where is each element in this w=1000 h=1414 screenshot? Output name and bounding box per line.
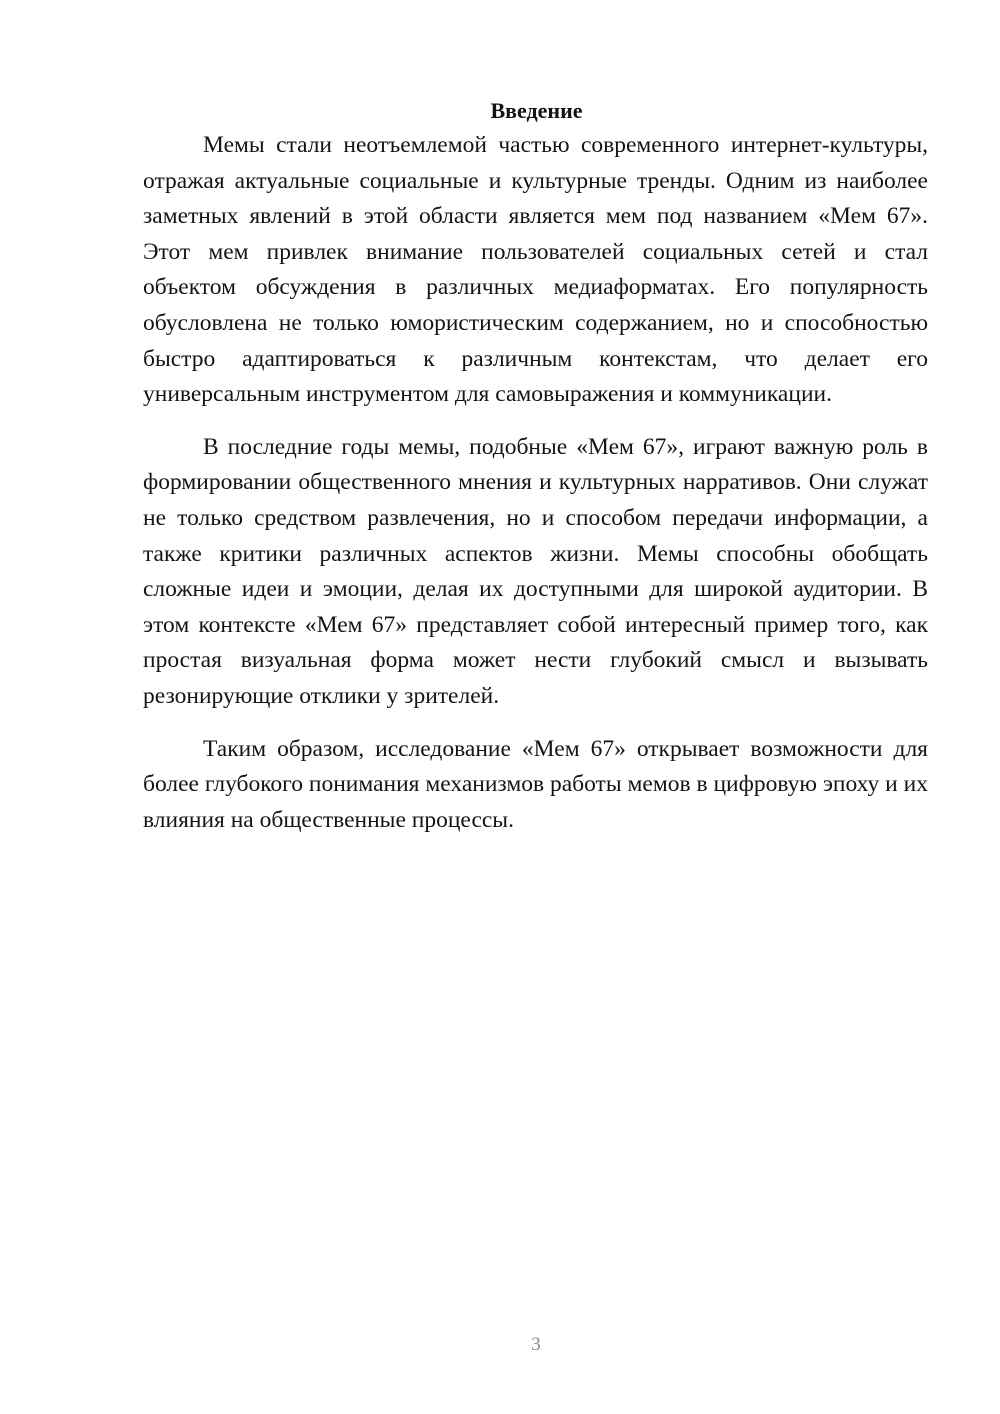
section-title: Введение — [490, 98, 583, 123]
paragraph-3: Таким образом, исследование «Мем 67» открывает возможности для более глубокого понимания механизмов работы мемов в цифровую эпоху и их влияния на общественные процессы. — [143, 735, 928, 833]
page-number: 3 — [531, 1334, 541, 1355]
page-content — [143, 94, 928, 838]
paragraph-1: Мемы стали неотъемлемой частью современного интернет-культуры, отражая актуальные социальные и культурные тренды. Одним из наиболее заметных явлений в этой области является мем под названием «Мем 67». Этот мем привлек внимание пользователей социальных сетей и стал объектом обсуждения в различных медиаформатах. Его популярность обусловлена не только юмористическим содержанием, но и способностью быстро адаптироваться к различным контекстам, что делает его универсальным инструментом для самовыражения и коммуникации. — [143, 132, 928, 408]
paragraph-2: В последние годы мемы, подобные «Мем 67», играют важную роль в формировании общественного мнения и культурных нарративов. Они служат не только средством развлечения, но и способом передачи информации, а также критики различных аспектов жизни. Мемы способны обобщать сложные идеи и эмоции, делая их доступными для широкой аудитории. В этом контексте «Мем 67» представляет собой интересный пример того, как простая визуальная форма может нести глубокий смысл и вызывать резонирующие отклики у зрителей. — [143, 433, 928, 709]
